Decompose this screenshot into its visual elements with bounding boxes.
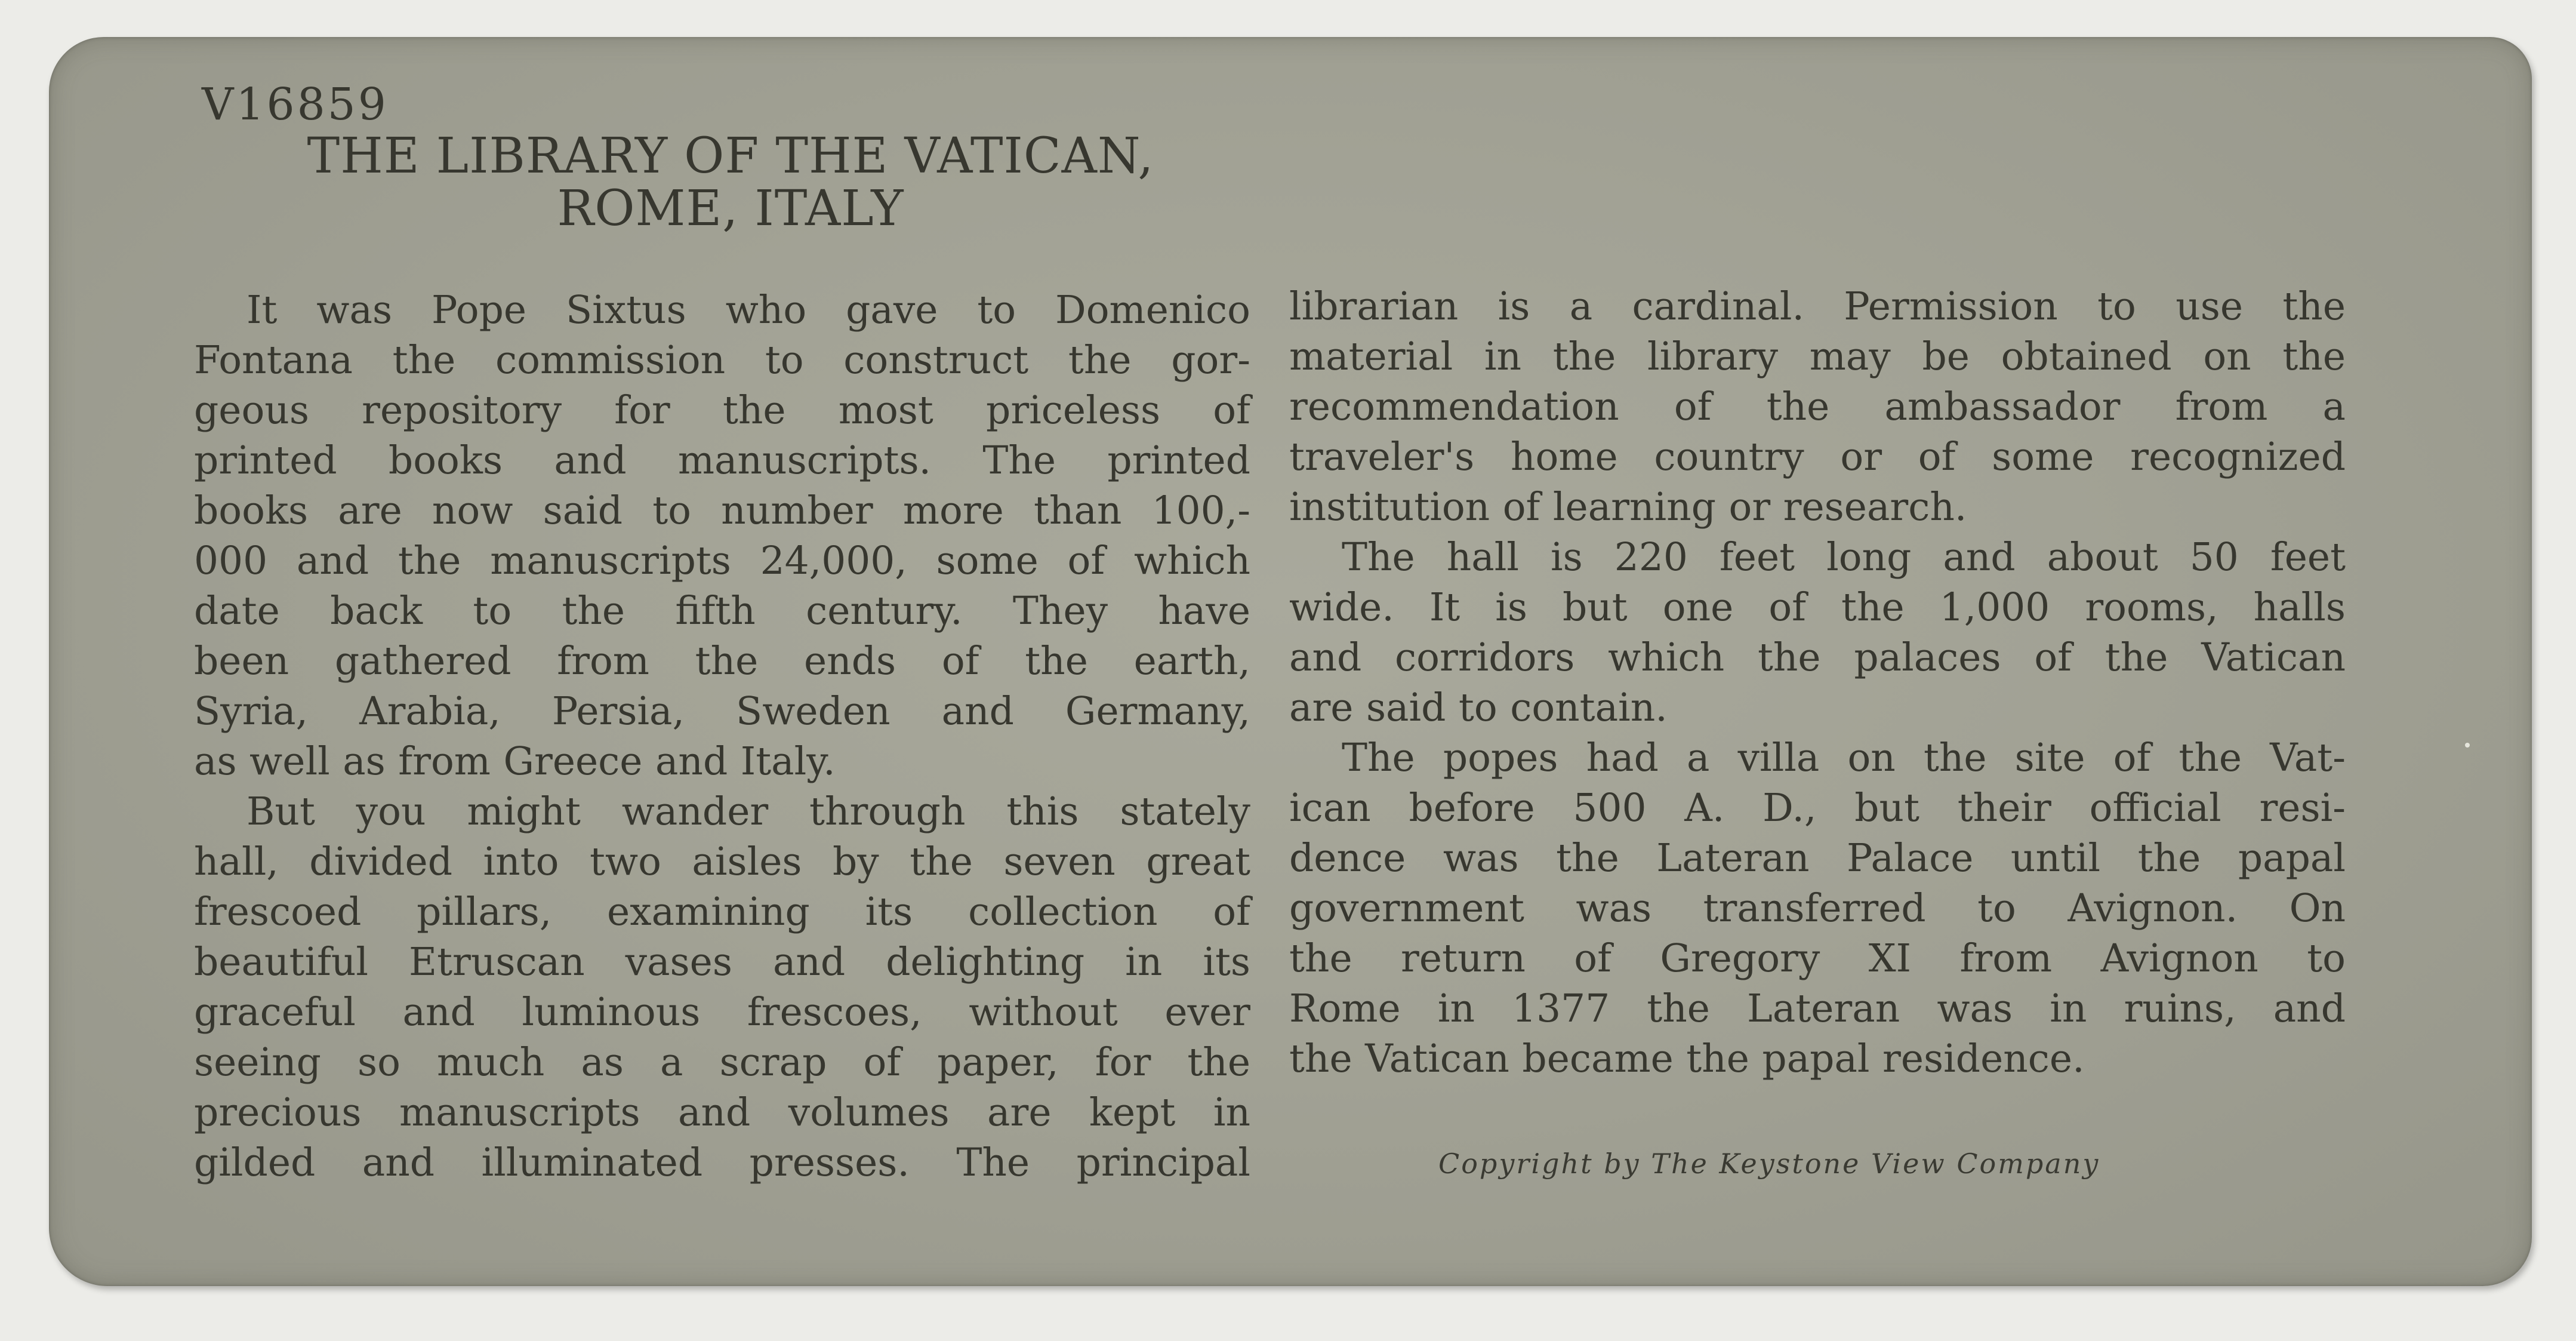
text-line: the Vatican became the papal residence.: [1289, 1036, 2085, 1081]
text-line: been gathered from the ends of the earth,: [194, 639, 1250, 684]
catalog-number: V16859: [202, 79, 389, 130]
text-line: Syria, Arabia, Persia, Sweden and Germany,: [194, 689, 1250, 734]
text-line: hall, divided into two aisles by the seven great: [194, 839, 1250, 884]
text-line: precious manuscripts and volumes are kept in: [194, 1090, 1250, 1135]
title-line-2: ROME, ITALY: [557, 180, 904, 237]
text-line: geous repository for the most priceless of: [194, 388, 1250, 433]
text-line: wide. It is but one of the 1,000 rooms, halls: [1289, 585, 2346, 630]
text-line: ican before 500 A. D., but their official resi-: [1289, 786, 2346, 831]
copyright-notice: Copyright by The Keystone View Company: [1438, 1148, 2100, 1180]
text-line: 000 and the manuscripts 24,000, some of which: [194, 539, 1250, 583]
title-line-1: THE LIBRARY OF THE VATICAN,: [307, 128, 1154, 184]
paragraph-sixtus: [194, 285, 1250, 787]
paper-speck: [2465, 743, 2470, 748]
text-line: traveler's home country or of some recognized: [1289, 435, 2346, 479]
paragraph-hall: [194, 787, 1250, 1188]
text-line: are said to contain.: [1289, 685, 1668, 730]
text-line: the return of Gregory XI from Avignon to: [1289, 936, 2346, 981]
text-line: The hall is 220 feet long and about 50 feet: [1342, 535, 2346, 580]
text-line: books are now said to number more than 100,-: [194, 488, 1250, 533]
text-line: The popes had a villa on the site of the Vat-: [1342, 736, 2346, 780]
text-line: Fontana the commission to construct the gor-: [194, 338, 1250, 383]
left-column: [194, 285, 1250, 1188]
text-line: frescoed pillars, examining its collection of: [194, 890, 1250, 934]
text-line: as well as from Greece and Italy.: [194, 739, 836, 784]
text-line: gilded and illuminated presses. The principal: [194, 1140, 1250, 1185]
paragraph-history: [1289, 733, 2346, 1084]
text-line: printed books and manuscripts. The printed: [194, 438, 1250, 483]
text-line: But you might wander through this stately: [246, 789, 1250, 834]
page-title: [192, 130, 1269, 235]
right-column: [1289, 282, 2346, 1084]
text-line: recommendation of the ambassador from a: [1289, 385, 2346, 429]
text-line: date back to the fifth century. They have: [194, 589, 1250, 633]
text-line: librarian is a cardinal. Permission to use the: [1289, 284, 2346, 329]
text-line: government was transferred to Avignon. On: [1289, 886, 2346, 931]
paragraph-librarian: [1289, 282, 2346, 533]
text-line: graceful and luminous frescoes, without ever: [194, 990, 1250, 1035]
text-line: It was Pope Sixtus who gave to Domenico: [246, 288, 1250, 333]
text-line: seeing so much as a scrap of paper, for the: [194, 1040, 1250, 1085]
text-line: material in the library may be obtained on the: [1289, 334, 2346, 379]
text-line: and corridors which the palaces of the Vatican: [1289, 635, 2346, 680]
text-line: institution of learning or research.: [1289, 485, 1967, 530]
text-line: dence was the Lateran Palace until the papal: [1289, 836, 2346, 881]
text-line: Rome in 1377 the Lateran was in ruins, and: [1289, 986, 2346, 1031]
paragraph-dimensions: [1289, 533, 2346, 733]
text-line: beautiful Etruscan vases and delighting in its: [194, 940, 1250, 985]
